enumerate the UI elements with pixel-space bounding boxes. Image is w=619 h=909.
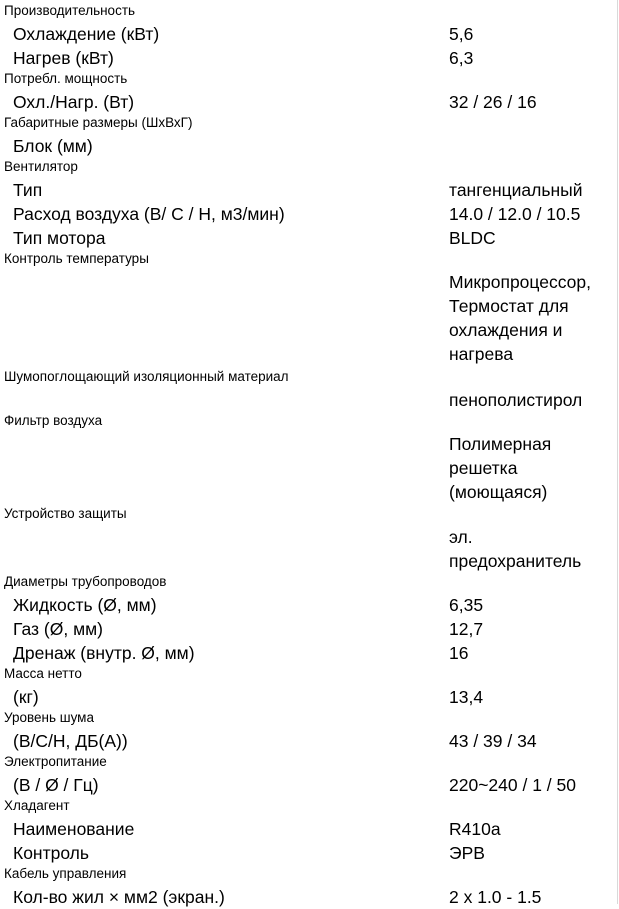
- spec-label: Тип мотора: [13, 228, 106, 248]
- spec-row: [0, 817, 619, 841]
- spec-value: [449, 525, 617, 573]
- spec-value: 12,7: [449, 619, 484, 639]
- spec-row: [0, 178, 619, 202]
- spec-label: Газ (Ø, мм): [13, 619, 103, 639]
- spec-value: R410a: [449, 819, 501, 839]
- spec-row: [0, 388, 619, 410]
- section-title: Контроль температуры: [4, 251, 149, 266]
- spec-row: [0, 432, 619, 503]
- value-line: Термостат для: [449, 296, 569, 316]
- spec-value: 6,35: [449, 595, 484, 615]
- spec-label: Нагрев (кВт): [13, 48, 114, 68]
- section-title: Габаритные размеры (ШхВхГ): [4, 115, 193, 130]
- spec-value: 32 / 26 / 16: [449, 92, 537, 112]
- value-line: (моющаяся): [449, 482, 548, 502]
- value-line: нагрева: [449, 344, 514, 364]
- spec-row: [0, 22, 619, 46]
- spec-value: BLDC: [449, 228, 496, 248]
- section-title: Диаметры трубопроводов: [4, 574, 167, 589]
- spec-value: 2 x 1.0 - 1.5: [449, 887, 542, 907]
- spec-value: 16: [449, 643, 469, 663]
- spec-row: [0, 617, 619, 641]
- spec-label: Кол-во жил × мм2 (экран.): [13, 887, 225, 907]
- spec-value: тангенциальный: [449, 180, 583, 200]
- spec-value: 43 / 39 / 34: [449, 731, 537, 751]
- spec-row: [0, 270, 619, 366]
- section-title: Фильтр воздуха: [4, 413, 103, 428]
- spec-label: Жидкость (Ø, мм): [13, 595, 157, 615]
- section-title: Потребл. мощность: [4, 71, 128, 86]
- value-line: эл.: [449, 527, 473, 547]
- spec-value: 220~240 / 1 / 50: [449, 775, 576, 795]
- section-title: Уровень шума: [4, 710, 94, 725]
- spec-value: ЭРВ: [449, 843, 485, 863]
- section-title: Хладагент: [4, 798, 70, 813]
- section-title: Шумопоглощающий изоляционный материал: [4, 369, 289, 384]
- spec-value: 5,6: [449, 24, 474, 44]
- spec-value: пенополистирол: [449, 390, 583, 410]
- spec-label: Дренаж (внутр. Ø, мм): [13, 643, 195, 663]
- spec-row: [0, 729, 619, 751]
- spec-label: Тип: [13, 180, 43, 200]
- spec-value: 14.0 / 12.0 / 10.5: [449, 204, 581, 224]
- spec-value: [449, 432, 617, 504]
- spec-label: (кг): [13, 687, 39, 707]
- section-title: Производительность: [4, 3, 136, 18]
- spec-label: (В/С/Н, ДБ(А)): [13, 731, 128, 751]
- spec-value: 13,4: [449, 687, 484, 707]
- value-line: Полимерная: [449, 434, 552, 454]
- spec-label: Наименование: [13, 819, 135, 839]
- section-title: Кабель управления: [4, 866, 127, 881]
- section-title: Масса нетто: [4, 666, 82, 681]
- spec-value: 6,3: [449, 48, 474, 68]
- spec-row: [0, 46, 619, 68]
- spec-label: Охлаждение (кВт): [13, 24, 160, 44]
- section-title: Электропитание: [4, 754, 107, 769]
- spec-row: [0, 593, 619, 617]
- spec-row: [0, 90, 619, 112]
- spec-row: [0, 525, 619, 571]
- section-title: Устройство защиты: [4, 506, 127, 521]
- spec-row: [0, 226, 619, 248]
- spec-label: Охл./Нагр. (Вт): [13, 92, 135, 112]
- spec-label: Контроль: [13, 843, 90, 863]
- spec-row: [0, 685, 619, 707]
- spec-row: [0, 134, 619, 156]
- spec-label: Блок (мм): [13, 136, 93, 156]
- value-line: предохранитель: [449, 551, 582, 571]
- section-title: Вентилятор: [4, 159, 78, 174]
- spec-label: Расход воздуха (В/ С / Н, м3/мин): [13, 204, 285, 224]
- spec-row: [0, 773, 619, 795]
- value-line: охлаждения и: [449, 320, 563, 340]
- spec-row: [0, 202, 619, 226]
- spec-row: [0, 841, 619, 863]
- value-line: решетка: [449, 458, 518, 478]
- value-line: Микропроцессор,: [449, 272, 591, 292]
- spec-value: [449, 270, 617, 366]
- spec-label: (В / Ø / Гц): [13, 775, 99, 795]
- spec-row: [0, 641, 619, 663]
